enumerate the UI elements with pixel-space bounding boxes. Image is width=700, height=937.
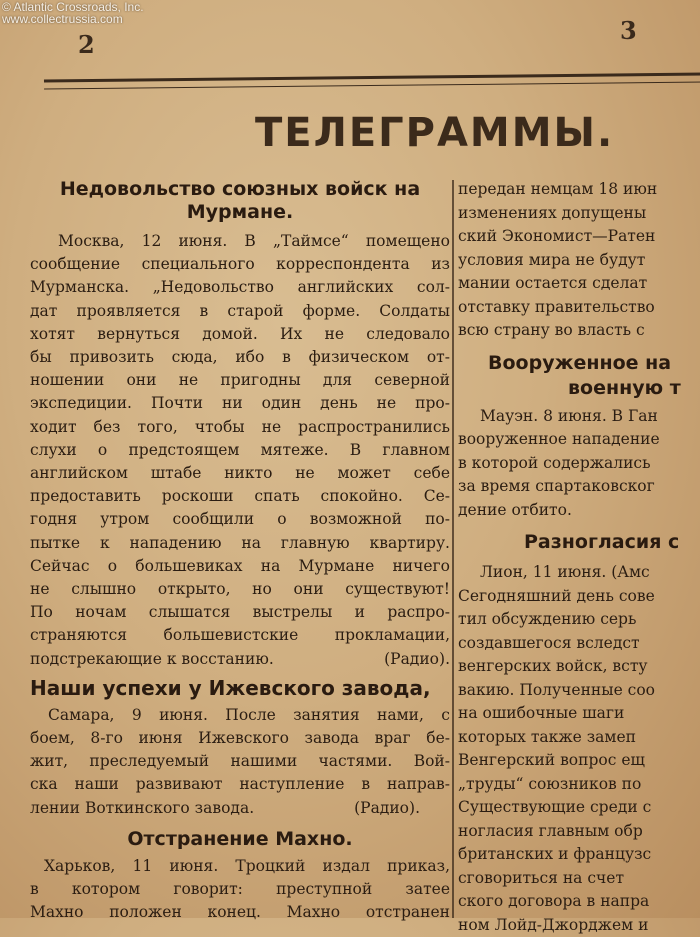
article-line: которых также замеп [458, 726, 700, 750]
article-line: ногласия главным обр [458, 820, 700, 844]
article-line: передан немцам 18 июн [458, 178, 700, 202]
article-line: боем, 8-го июня Ижевского завода враг бе- [30, 727, 450, 750]
right-column [458, 178, 700, 937]
article-line: пытке к нападению на главную квартиру. [30, 532, 450, 555]
article-line: ский Экономист—Ратен [458, 225, 700, 249]
article-line: подстрекающие к восстанию. [30, 650, 274, 668]
article-izhevsk [30, 677, 450, 820]
article-line: жит, преследуемый нашими частями. Вой- [30, 750, 450, 773]
article-line: английском штабе никто не может себе [30, 462, 450, 485]
source-label: (Радио). [384, 648, 450, 671]
article-line: ном Лойд-Джорджем и [458, 914, 700, 937]
article-line: сговориться на счет [458, 867, 700, 891]
article-line: экспедиции. Почти ни один день не про- [30, 392, 450, 415]
article-last-line [30, 797, 450, 820]
left-column [30, 178, 450, 924]
article-line: в котором говорит: преступной затее [30, 878, 450, 901]
headline-disagreements: Разногласия с [524, 530, 700, 555]
article-line: вооруженное нападение [458, 428, 700, 452]
article-body [30, 704, 450, 797]
column-divider [452, 180, 454, 918]
article-line: Харьков, 11 июня. Троцкий издал приказ, [30, 855, 450, 878]
masthead-title: ТЕЛЕГРАММЫ. [255, 110, 614, 156]
header-rule [44, 73, 700, 90]
article-murman [30, 178, 450, 671]
article-line: По ночам слышатся выстрелы и распро- [30, 601, 450, 624]
article-line: тил обсуждению серь [458, 608, 700, 632]
article-makhno [30, 828, 450, 925]
article-line: Сейчас о большевиках на Мурмане ничего [30, 555, 450, 578]
article-line: на ошибочные шаги [458, 702, 700, 726]
article-body [458, 405, 700, 523]
article-line: бы привозить сюда, ибо в физическом от- [30, 346, 450, 369]
article-line: ска наши развивают наступление в направ- [30, 773, 450, 796]
article-line: всю страну во власть с [458, 319, 700, 343]
headline-armed-attack [488, 351, 700, 401]
article-line: сообщение специального корреспондента из [30, 253, 450, 276]
article-line: за время спартаковског [458, 475, 700, 499]
article-line: дат проявляется в старой форме. Солдаты [30, 300, 450, 323]
article-line: Самара, 9 июня. После занятия нами, с [30, 704, 450, 727]
watermark-line-1: © Atlantic Crossroads, Inc. [2, 1, 144, 13]
headline-izhevsk: Наши успехи у Ижевского завода, [30, 677, 450, 700]
article-line: условия мира не будут [458, 249, 700, 273]
headline-armed-attack-2: военную т [568, 376, 700, 401]
article-body [30, 855, 450, 925]
article-line: Сегодняшний день сове [458, 585, 700, 609]
article-line: не слышно открыто, но они существуют! [30, 578, 450, 601]
article-line: лении Воткинского завода. [30, 799, 254, 817]
headline-murman-2: Мурмане. [30, 201, 450, 224]
article-line: Существующие среди с [458, 796, 700, 820]
article-line: изменениях допущены [458, 202, 700, 226]
article-line: в которой содержались [458, 452, 700, 476]
article-line: Мауэн. 8 июня. В Ган [458, 405, 700, 429]
article-last-line [30, 648, 450, 671]
article-line: ношении они не пригодны для северной [30, 369, 450, 392]
article-line: Лион, 11 июня. (Амс [458, 561, 700, 585]
article-line: слухи о предстоящем мятеже. В главном [30, 439, 450, 462]
headline-makhno: Отстранение Махно. [30, 828, 450, 851]
article-continued [458, 178, 700, 343]
page-number-right: 3 [620, 16, 637, 45]
article-body [458, 561, 700, 937]
headline-armed-attack-1: Вооруженное на [488, 351, 700, 376]
article-line: предоставить роскоши спать спокойно. Се- [30, 485, 450, 508]
watermark-line-2: www.collectrussia.com [2, 13, 144, 25]
article-line: Мурманска. „Недовольство английских сол- [30, 276, 450, 299]
article-line: дение отбито. [458, 499, 700, 523]
article-line: вакию. Полученные соо [458, 679, 700, 703]
article-body [30, 230, 450, 648]
page-number-left: 2 [78, 30, 95, 59]
watermark [2, 1, 144, 25]
article-line: Венгерский вопрос ещ [458, 749, 700, 773]
article-line: „труды“ союзников по [458, 773, 700, 797]
article-line: ходит без того, чтобы не распространились [30, 416, 450, 439]
headline-murman-1: Недовольство союзных войск на [30, 178, 450, 201]
article-line: хотят вернуться домой. Их не следовало [30, 323, 450, 346]
article-line: страняются большевистские прокламации, [30, 624, 450, 647]
source-label: (Радио). [354, 797, 420, 820]
article-line: Махно положен конец. Махно отстранен [30, 901, 450, 924]
article-line: ского договора в напра [458, 890, 700, 914]
article-line: венгерских войск, всту [458, 655, 700, 679]
article-line: мании остается сделат [458, 272, 700, 296]
article-line: Москва, 12 июня. В „Таймсе“ помещено [30, 230, 450, 253]
article-line: создавшегося вследст [458, 632, 700, 656]
article-line: годня утром сообщили о возможной по- [30, 508, 450, 531]
article-line: отставку правительство [458, 296, 700, 320]
article-line: британских и французс [458, 843, 700, 867]
